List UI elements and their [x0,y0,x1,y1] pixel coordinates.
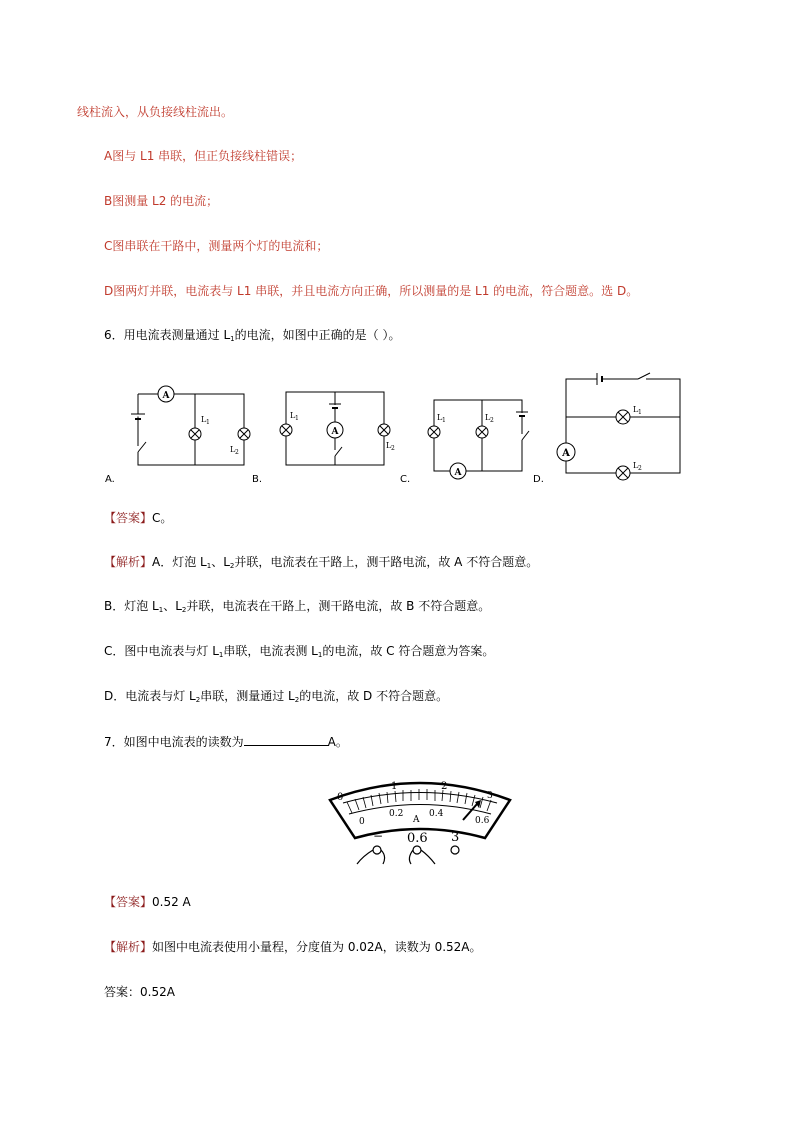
circuit-d [557,373,680,480]
question-7 [104,733,348,750]
question-number: 6． [104,328,124,342]
q6-analysis-b: B．灯泡 $L_1$、$L_2$并联，电流表在干路上，测干路电流，故 B 不符合题意。 [104,599,491,614]
question-text-part: A。 [327,735,348,749]
lower-tick-label: 0.4 [429,809,444,819]
svg-text:A: A [562,448,570,459]
q6-answer [104,510,172,526]
q7-answer [104,894,191,910]
svg-text:1: 1 [295,415,299,422]
circuit-a [131,386,250,465]
svg-text:L: L [633,461,639,470]
q6-analysis-a: 【解析】A．灯泡 $L_1$、$L_2$并联，电流表在干路上，测干路电流，故 A 不符合题意。 [104,555,539,570]
svg-text:L: L [290,411,296,420]
svg-text:2: 2 [391,445,395,452]
q6-analysis-d: D．电流表与灯 $L_2$串联，测量通过 $L_2$的电流，故 D 不符合题意。 [104,689,449,704]
upper-tick-label: 0 [337,792,344,803]
analysis-tag: 【解析】 [104,555,153,569]
intro-text: 线柱流入，从负接线柱流出。 [77,105,234,119]
svg-text:L: L [485,413,491,422]
q7-analysis [104,939,482,955]
svg-text:1: 1 [206,419,210,426]
lower-tick-label: 0.6 [475,816,490,826]
svg-text:1: 1 [638,409,642,416]
terminal-knobs [357,846,459,864]
lamp-label: L [201,415,207,424]
svg-text:A: A [331,427,339,437]
question-text-part: 的电流，如图中正确的是（ ）。 [234,328,401,342]
svg-text:L: L [386,441,392,450]
answer-value: 0.52 A [152,895,191,909]
subscript: 1 [230,335,235,343]
ammeter-label: A [162,391,170,401]
analysis-tag: 【解析】 [104,940,153,954]
svg-text:1: 1 [442,417,446,424]
svg-text:2: 2 [235,449,239,456]
analysis-text: 如图中电流表使用小量程，分度值为 0.02A，读数为 0.52A。 [152,940,482,954]
circuit-c [428,400,529,479]
terminal-label: 3 [451,830,460,845]
question-number: 7． [104,735,124,749]
lower-tick-label: 0 [359,817,365,827]
question-text-part: 用电流表测量通过 L [123,328,231,342]
ammeter-dial-figure [325,778,515,868]
upper-tick-label: 1 [391,781,398,792]
question-6 [104,327,400,347]
unit-label: A [413,815,420,825]
svg-text:2: 2 [638,465,642,472]
circuit-figures [100,372,700,490]
lower-tick-label: 0.2 [389,809,404,819]
upper-tick-label: 3 [487,791,493,801]
option-c-text: C图串联在干路中，测量两个灯的电流和； [104,239,329,253]
answer-tag: 【答案】 [104,895,153,909]
q6-analysis-c: C．图中电流表与灯 $L_1$串联，电流表测 $L_1$的电流，故 C 符合题意为答案。 [104,644,495,659]
lamp-label: L [230,445,236,454]
figure-label-c: C. [400,474,411,485]
figure-label-b: B. [252,474,263,485]
answer-value: C。 [152,511,173,525]
answer-tag: 【答案】 [104,511,153,525]
option-b-text: B图测量 L2 的电流； [104,194,219,208]
terminal-label: − [373,829,384,843]
svg-text:A: A [454,468,462,478]
option-d-text: D图两灯并联，电流表与 L1 串联，并且电流方向正确，所以测量的是 L1 的电流，符合题意。选 D。 [104,284,639,298]
answer-blank [244,733,328,746]
svg-text:L: L [633,405,639,414]
circuit-b [280,392,395,465]
svg-text:2: 2 [490,417,494,424]
terminal-label: 0.6 [407,831,428,846]
q7-final-answer: 答案：0.52A [104,985,175,999]
figure-label-d: D. [533,474,544,485]
question-text-part: 如图中电流表的读数为 [123,735,244,749]
option-a-text: A图与 L1 串联，但正负接线柱错误； [104,149,303,163]
figure-label-a: A. [105,474,115,485]
svg-text:L: L [437,413,443,422]
upper-tick-label: 2 [441,781,448,792]
